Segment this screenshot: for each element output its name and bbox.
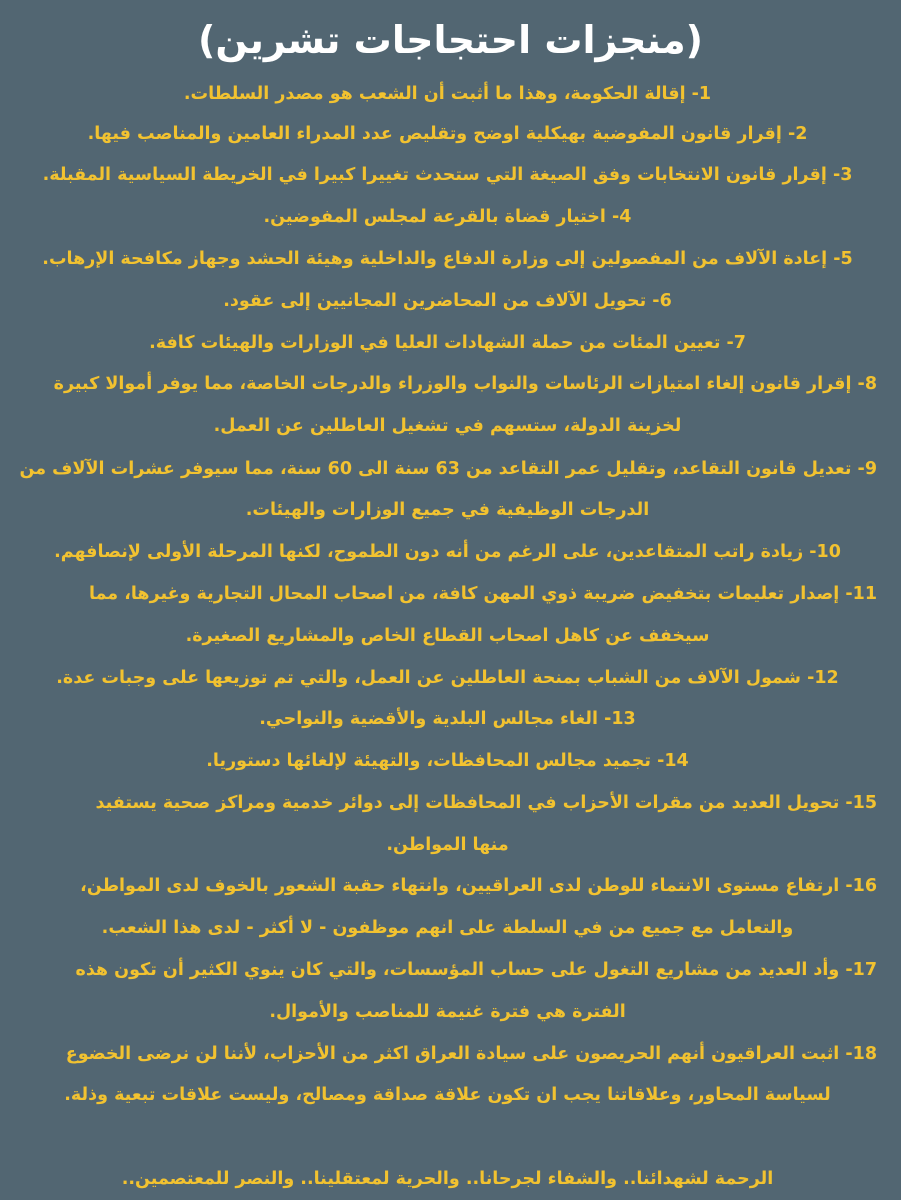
- closing-line: الرحمة لشهدائنا.. والشفاء لجرحانا.. والحرية لمعتقلينا.. والنصر للمعتصمين..: [121, 1169, 774, 1189]
- text-line: لخزينة الدولة، ستسهم في تشغيل العاطلين عن العمل.: [213, 416, 682, 436]
- text-line: 13- الغاء مجالس البلدية والأقضية والنواحي.: [259, 709, 636, 729]
- text-line: 16- ارتفاع مستوى الانتماء للوطن لدى العراقيين، وانتهاء حقبة الشعور بالخوف لدى المواطن،: [80, 876, 877, 896]
- text-line: 11- إصدار تعليمات بتخفيض ضريبة ذوي المهن كافة، من اصحاب المحال التجارية وغيرها، مما: [88, 584, 877, 604]
- text-line: الدرجات الوظيفية في جميع الوزارات والهيئات.: [245, 500, 650, 520]
- text-line: 14- تجميد مجالس المحافظات، والتهيئة لإلغائها دستوريا.: [206, 751, 689, 771]
- text-line: سيخفف عن كاهل اصحاب القطاع الخاص والمشاريع الصغيرة.: [185, 626, 710, 646]
- text-line: 6- تحويل الآلاف من المحاضرين المجانيين إلى عقود.: [223, 291, 672, 311]
- text-line: 4- اختيار قضاة بالقرعة لمجلس المفوضين.: [263, 207, 632, 227]
- text-line: لسياسة المحاور، وعلاقاتنا يجب ان تكون علاقة صداقة ومصالح، وليست علاقات تبعية وذلة.: [64, 1085, 831, 1105]
- text-line: 5- إعادة الآلاف من المفصولين إلى وزارة الدفاع والداخلية وهيئة الحشد وجهاز مكافحة الإرهاب.: [42, 249, 853, 269]
- text-line: 2- إقرار قانون المفوضية بهيكلية اوضح وتقليص عدد المدراء العامين والمناصب فيها.: [87, 124, 808, 144]
- text-line: 15- تحويل العديد من مقرات الأحزاب في المحافظات إلى دوائر خدمية ومراكز صحية يستفيد: [95, 793, 877, 813]
- document-title: (منجزات احتجاجات تشرين): [198, 18, 703, 62]
- text-line: والتعامل مع جميع من في السلطة على انهم موظفون - لا أكثر - لدى هذا الشعب.: [101, 918, 794, 938]
- text-line: 7- تعيين المئات من حملة الشهادات العليا في الوزارات والهيئات كافة.: [149, 333, 746, 353]
- text-line: 17- وأد العديد من مشاريع التغول على حساب المؤسسات، والتي كان ينوي الكثير أن تكون هذه: [75, 960, 877, 980]
- text-line: 3- إقرار قانون الانتخابات وفق الصيغة التي ستحدث تغييرا كبيرا في الخريطة السياسية المقبلة.: [42, 165, 853, 185]
- text-line: 12- شمول الآلاف من الشباب بمنحة العاطلين عن العمل، والتي تم توزيعها على وجبات عدة.: [56, 668, 839, 688]
- text-line: الفترة هي فترة غنيمة للمناصب والأموال.: [269, 1002, 626, 1022]
- text-line: 18- اثبت العراقيون أنهم الحريصون على سيادة العراق اكثر من الأحزاب، لأننا لن نرضى الخضوع: [65, 1044, 877, 1064]
- text-line: منها المواطن.: [386, 835, 509, 855]
- text-line: 10- زيادة راتب المتقاعدين، على الرغم من أنه دون الطموح، لكنها المرحلة الأولى لإنصافهم.: [54, 542, 841, 562]
- text-line: 8- إقرار قانون إلغاء امتيازات الرئاسات والنواب والوزراء والدرجات الخاصة، مما يوفر أموالا كبيرة: [53, 374, 877, 394]
- text-line: 1- إقالة الحكومة، وهذا ما أثبت أن الشعب هو مصدر السلطات.: [183, 84, 712, 104]
- text-line: 9- تعديل قانون التقاعد، وتقليل عمر التقاعد من 63 سنة الى 60 سنة، مما سيوفر عشرات الآلاف من: [19, 459, 877, 479]
